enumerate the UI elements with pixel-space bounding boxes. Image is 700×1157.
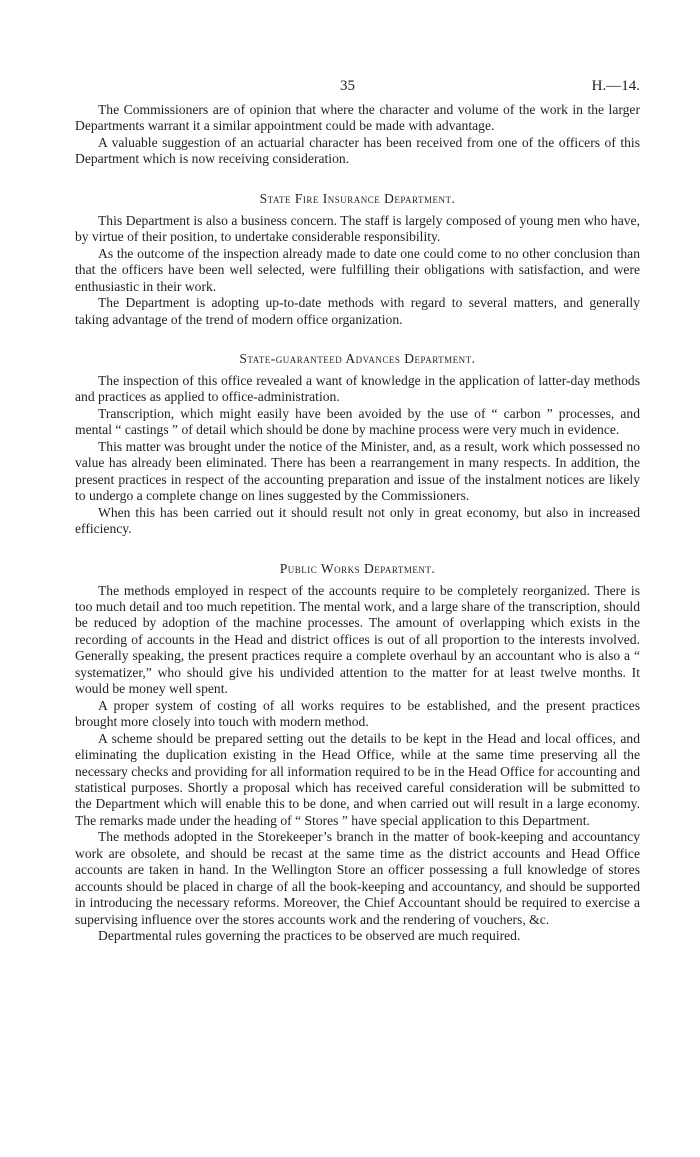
paragraph: This matter was brought under the notice of the Minister, and, as a result, work which possessed no value has already been eliminated. There has been a rearrangement in many respects. In addition, the present practices in respect of the accounting preparation and issue of the instalment notices are likely to undergo a complete change on lines suggested by the Commissioners.	[75, 438, 640, 504]
paragraph: The Department is adopting up-to-date methods with regard to several matters, and generally taking advantage of the trend of modern office organization.	[75, 295, 640, 327]
paragraph: Transcription, which might easily have been avoided by the use of “ carbon ” processes, and mental “ castings ” of detail which should be done by machine process were very much in evidence.	[75, 405, 640, 438]
intro-block	[75, 102, 640, 168]
paragraph: As the outcome of the inspection already made to date one could come to no other conclusion than that the officers have been well selected, were fulfilling their obligations with satisfaction, and were enthusiastic in their work.	[75, 245, 640, 294]
page-number: 35	[340, 78, 355, 94]
paragraph: The Commissioners are of opinion that where the character and volume of the work in the larger Departments warrant it a similar appointment could be made with advantage.	[75, 102, 640, 134]
paragraph: This Department is also a business concern. The staff is largely composed of young men who have, by virtue of their position, to undertake considerable responsibility.	[75, 212, 640, 245]
page-header	[75, 78, 640, 102]
paragraph: A scheme should be prepared setting out the details to be kept in the Head and local offices, and eliminating the duplication existing in the Head Office, while at the same time preserving all the necessary checks and providing for all information required to be in the Head Office for accounting and statistical purposes. Shortly a proposal which has received careful consideration will be submitted to the Department which will enable this to be done, and when carried out will result in a large economy. The remarks made under the heading of “ Stores ” have special application to this Department.	[75, 730, 640, 828]
paragraph: The methods employed in respect of the accounts require to be completely reorganized. There is too much detail and too much repetition. The mental work, and a large share of the transcription, should be reduced by adoption of the machine processes. The amount of overlapping which exists in the recording of accounts in the Head and district offices is out of all proportion to the interests involved. Generally speaking, the present practices require a complete overhaul by an accountant who is also a “ systematizer,” who should give his undivided attention to the matter for at least twelve months. It would be money well spent.	[75, 582, 640, 697]
section-state-guaranteed-advances	[75, 351, 640, 538]
paragraph: Departmental rules governing the practices to be observed are much required.	[98, 928, 521, 944]
section-heading: Public Works Department.	[279, 560, 436, 576]
paragraph: The inspection of this office revealed a want of knowledge in the application of latter-day methods and practices as applied to office-administration.	[75, 372, 640, 405]
paragraph: A proper system of costing of all works requires to be established, and the present practices brought more closely into touch with modern method.	[75, 697, 640, 730]
paragraph: The methods adopted in the Storekeeper’s branch in the matter of book-keeping and accountancy work are obsolete, and should be recast at the same time as the district accounts and Head Office accounts are taken in hand. In the Wellington Store an officer possessing a full knowledge of stores accounts should be placed in charge of all the book-keeping and accountancy, and should be supported in introducing the necessary reforms. Moreover, the Chief Accountant should be required to exercise a supervising influence over the stores accounts work and the rendering of vouchers, &c.	[75, 829, 640, 927]
section-heading: State-guaranteed Advances Department.	[239, 350, 476, 366]
section-heading: State Fire Insurance Department.	[259, 190, 456, 206]
section-state-fire-insurance	[75, 191, 640, 328]
section-public-works	[75, 561, 640, 945]
paragraph: A valuable suggestion of an actuarial character has been received from one of the officers of this Department which is now receiving consideration.	[75, 134, 640, 167]
document-page	[75, 78, 640, 944]
document-code: H.—14.	[591, 78, 640, 94]
paragraph: When this has been carried out it should result not only in great economy, but also in increased efficiency.	[75, 504, 640, 537]
